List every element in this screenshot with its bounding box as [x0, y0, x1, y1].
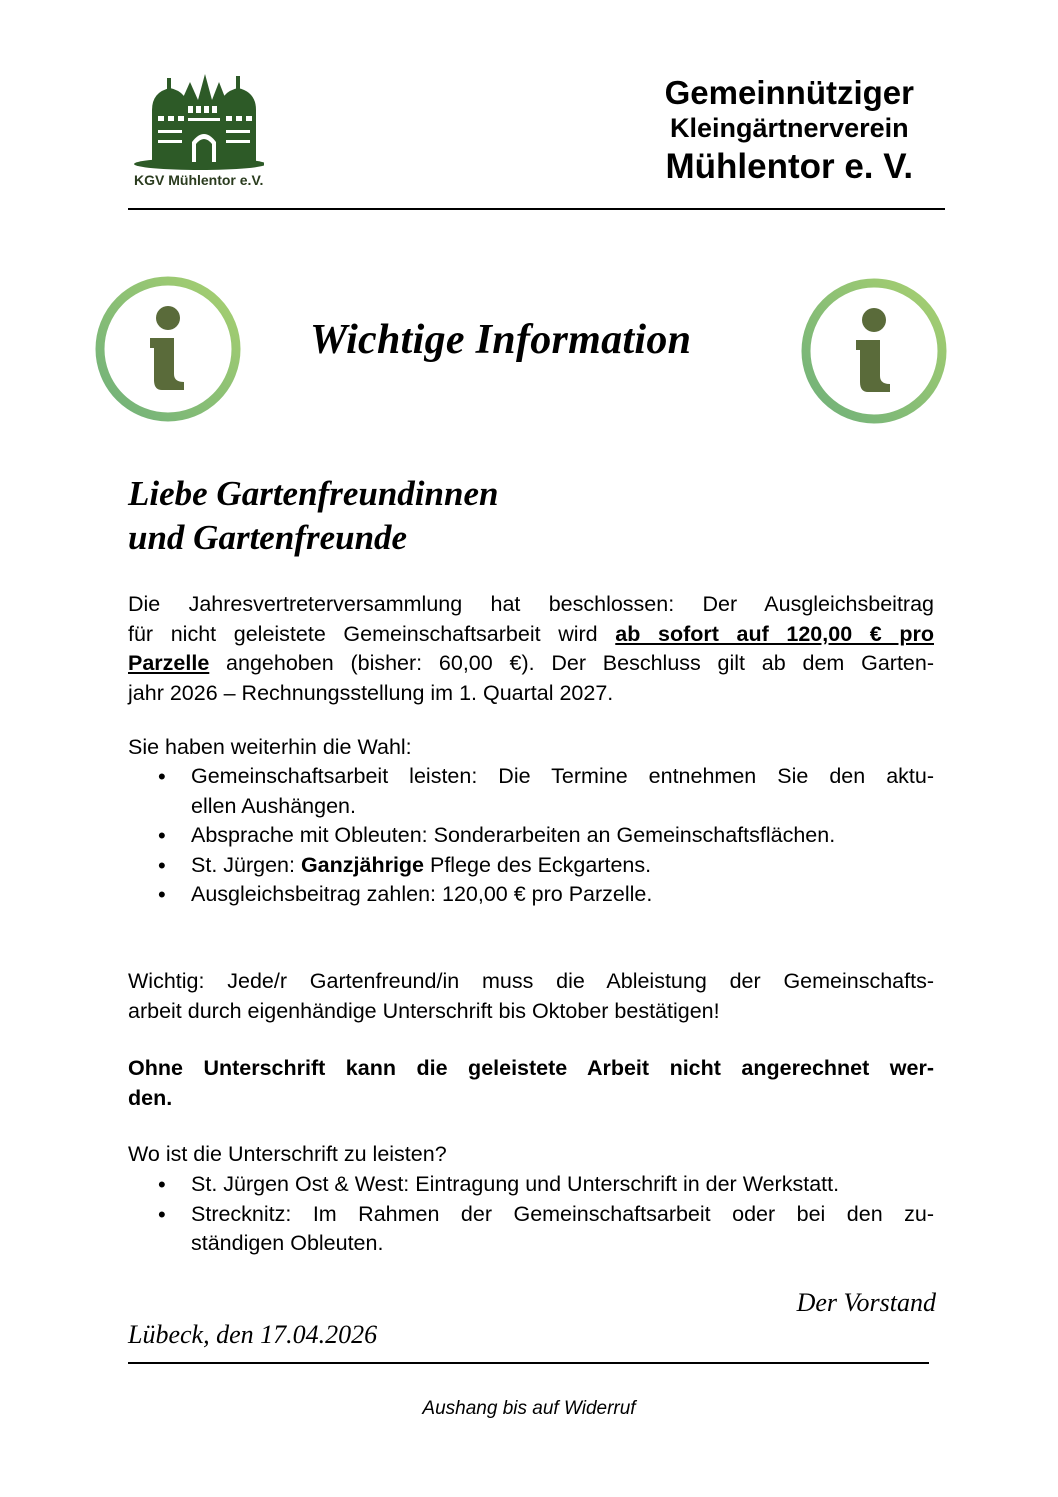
highlighted-amount: Parzelle — [128, 651, 210, 675]
header-divider — [128, 208, 945, 210]
paragraph-line: den. — [128, 1085, 173, 1110]
decision-paragraph — [128, 590, 934, 708]
list-item-text: ständigen Obleuten. — [191, 1231, 384, 1255]
greeting-line-1: Liebe Gartenfreundinnen — [128, 474, 499, 513]
list-item-text: • Gemeinschaftsarbeit leisten: Die Termine entnehmen Sie den aktu- — [191, 764, 934, 788]
paragraph-text: angehoben (bisher: 60,00 €). Der Beschluss gilt ab dem Garten- — [209, 651, 934, 675]
organization-name — [665, 74, 914, 189]
choices-intro: Sie haben weiterhin die Wahl: — [128, 735, 412, 759]
list-item — [128, 851, 934, 881]
list-item-text: • Strecknitz: Im Rahmen der Gemeinschaftsarbeit oder bei den zu- — [191, 1201, 934, 1226]
list-item: • St. Jürgen Ost & West: Eintragung und Unterschrift in der Werkstatt. — [128, 1170, 934, 1200]
list-item-text: Pflege des Eckgartens. — [424, 852, 652, 877]
paragraph-line: jahr 2026 – Rechnungsstellung im 1. Quartal 2027. — [128, 680, 614, 705]
list-item — [128, 1200, 934, 1259]
info-icon — [92, 270, 244, 428]
important-paragraph — [128, 967, 934, 1026]
list-item-text: St. Jürgen: — [191, 852, 301, 877]
warning-paragraph — [128, 1054, 934, 1113]
greeting — [128, 472, 498, 560]
footer-divider — [128, 1362, 929, 1364]
logo-caption: KGV Mühlentor e.V. — [134, 172, 264, 188]
signature: Der Vorstand — [796, 1288, 936, 1317]
paragraph-line: arbeit durch eigenhändige Unterschrift bis Oktober bestätigen! — [128, 998, 720, 1023]
list-item — [128, 762, 934, 821]
org-line-3: Mühlentor e. V. — [665, 147, 914, 186]
banner-title: Wichtige Information — [310, 317, 692, 363]
paragraph-line: Ohne Unterschrift kann die geleistete Arbeit nicht angerechnet wer- — [128, 1056, 934, 1080]
where-list — [128, 1170, 934, 1259]
choices-list — [128, 762, 934, 910]
list-item-text: ellen Aushängen. — [191, 793, 356, 818]
paragraph-line — [128, 649, 934, 679]
paragraph-line — [128, 620, 934, 650]
org-line-1: Gemeinnütziger — [664, 74, 914, 111]
greeting-line-2: und Gartenfreunde — [128, 518, 408, 557]
highlighted-amount: ab sofort auf 120,00 € pro — [615, 621, 934, 646]
info-icon — [798, 272, 950, 430]
list-item: • Absprache mit Obleuten: Sonderarbeiten an Gemeinschaftsflächen. — [128, 821, 934, 851]
list-item-bold: Ganzjährige — [300, 852, 425, 877]
paragraph-text: für nicht geleistete Gemeinschaftsarbeit wird — [128, 621, 616, 646]
castle-gate-logo-icon — [132, 70, 264, 170]
where-intro: Wo ist die Unterschrift zu leisten? — [128, 1142, 447, 1166]
org-line-2: Kleingärtnerverein — [670, 113, 909, 143]
footer-note: Aushang bis auf Widerruf — [422, 1398, 636, 1419]
list-item: • Ausgleichsbeitrag zahlen: 120,00 € pro Parzelle. — [128, 880, 934, 910]
club-logo — [128, 70, 288, 194]
place-date: Lübeck, den 17.04.2026 — [128, 1320, 378, 1349]
paragraph-line: Wichtig: Jede/r Gartenfreund/in muss die Ableistung der Gemeinschafts- — [128, 969, 934, 993]
paragraph-line: Die Jahresvertreterversammlung hat beschlossen: Der Ausgleichsbeitrag — [128, 592, 934, 616]
